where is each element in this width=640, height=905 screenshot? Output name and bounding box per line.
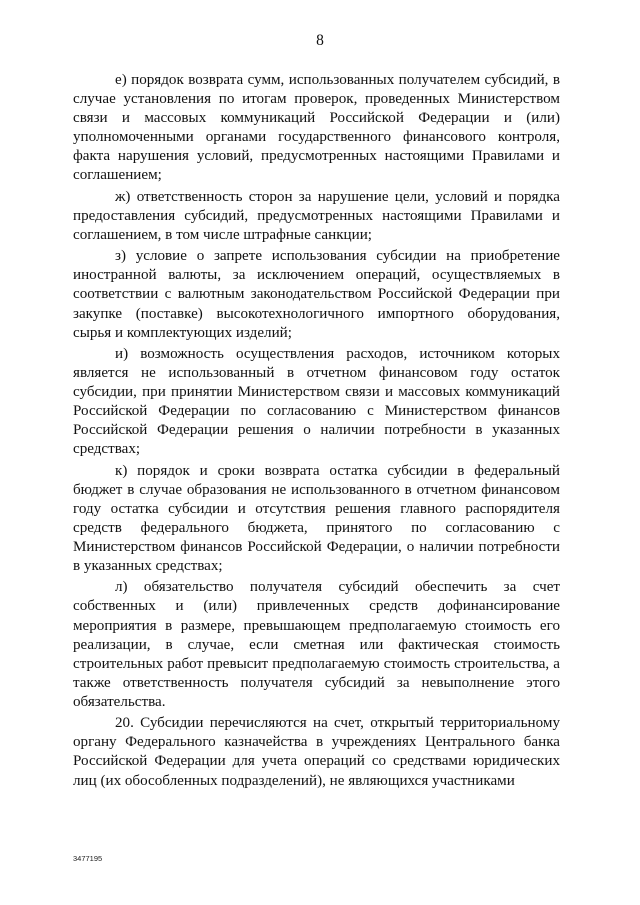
paragraph-item-e: е) порядок возврата сумм, использованных получателем субсидий, в случае установления по итогам проверок, проведенных Министерством связи и массовых коммуникаций Российской Федерации и (или) уполномоченными органами государственного финансового контроля, факта нарушения условий, предусмотренных настоящими Правилами и соглашением; xyxy=(73,72,560,184)
paragraph-item-i: и) возможность осуществления расходов, источником которых является не использованный в отчетном финансовом году остаток субсидии, при принятии Министерством связи и массовых коммуникаций Российской Федерации по согласованию с Министерством финансов Российской Федерации решения о наличии потребности в указанных средствах; xyxy=(73,345,560,458)
paragraph-item-k: к) порядок и сроки возврата остатка субсидии в федеральный бюджет в случае образования не использованного в отчетном финансовом году остатка субсидии и отсутствия решения главного распорядителя средств федерального бюджета, принятого по согласованию с Министерством финансов Российской Федерации, о наличии потребности в указанных средствах; xyxy=(73,462,560,575)
paragraph-item-l: л) обязательство получателя субсидий обеспечить за счет собственных и (или) привлеченных средств дофинансирование мероприятия в размере, превышающем предполагаемую стоимость его реализации, в случае, если сметная или фактическая стоимость строительных работ превысит предполагаемую стоимость строительства, а также ответственность получателя субсидий за невыполнение этого обязательства. xyxy=(73,579,560,710)
paragraph-item-z: з) условие о запрете использования субсидии на приобретение иностранной валюты, за исключением операций, осуществляемых в соответствии с валютным законодательством Российской Федерации при закупке (поставке) высокотехнологичного импортного оборудования, сырья и комплектующих изделий; xyxy=(73,248,560,341)
document-body xyxy=(73,71,560,793)
document-code: 3477195 xyxy=(73,854,103,863)
paragraph-item-zh: ж) ответственность сторон за нарушение цели, условий и порядка предоставления субсидий, предусмотренных настоящими Правилами и соглашением, в том числе штрафные санкции; xyxy=(73,188,560,243)
page-number: 8 xyxy=(316,32,324,49)
paragraph-clause-20: 20. Субсидии перечисляются на счет, открытый территориальному органу Федерального казначейства в учреждениях Центрального банка Российской Федерации для учета операций со средствами юридических лиц (их обособленных подразделений), не являющихся участниками xyxy=(73,715,560,789)
